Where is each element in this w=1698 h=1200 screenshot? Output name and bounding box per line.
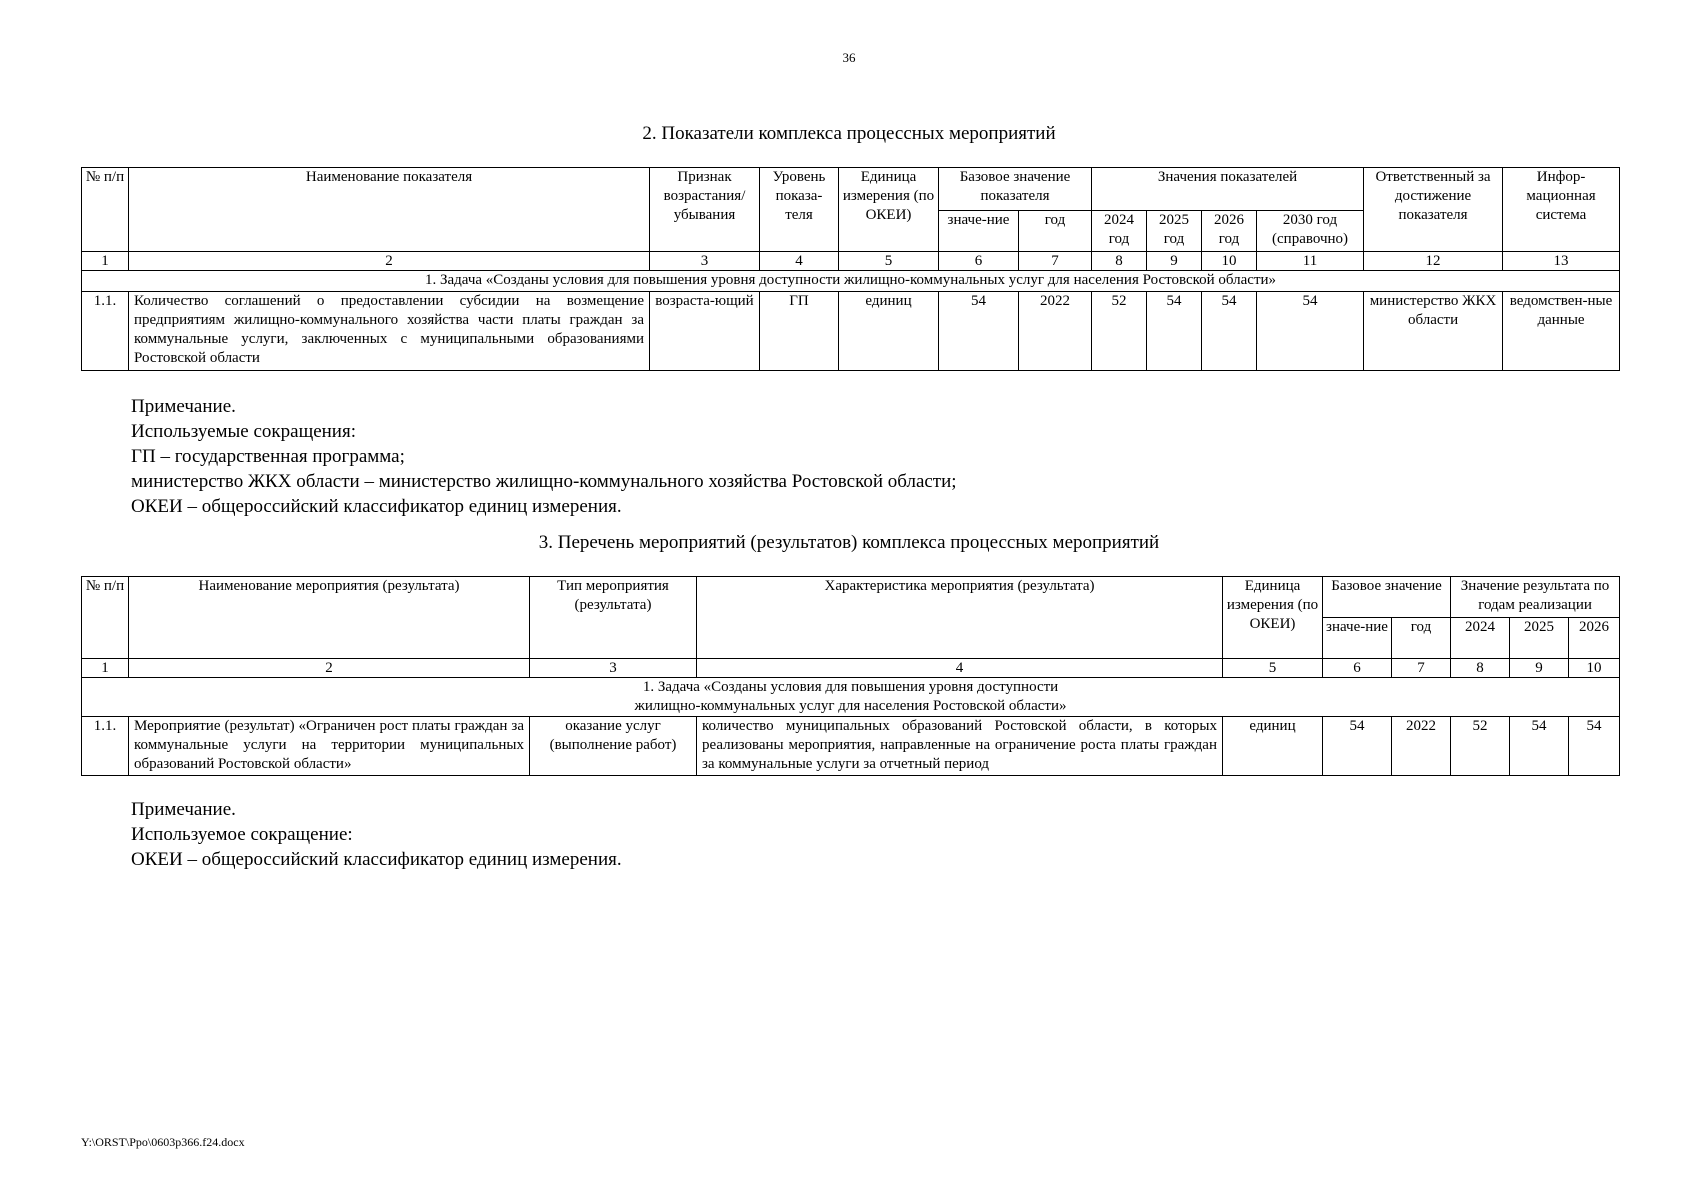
row-base-year: 2022 [1019, 292, 1092, 371]
header-result: Значение результата по годам реализации [1451, 577, 1620, 618]
column-number: 12 [1364, 252, 1503, 271]
row-base-value: 54 [939, 292, 1019, 371]
page-number: 36 [842, 50, 856, 65]
column-number: 9 [1510, 659, 1569, 678]
column-number: 13 [1503, 252, 1620, 271]
header-unit: Единица измерения (по ОКЕИ) [1223, 577, 1323, 659]
task-label-line: 1. Задача «Созданы условия для повышения уровня доступности [642, 679, 1059, 695]
column-number: 7 [1019, 252, 1092, 271]
row-name: Количество соглашений о предоставлении субсидии на возмещение предприятиям жилищно-коммунального хозяйства части платы граждан за коммунальные услуги, заключенных с муниципальными образованиями Ростовской области [129, 292, 650, 371]
column-number: 8 [1092, 252, 1147, 271]
column-number: 2 [129, 659, 530, 678]
header-base-value: значе-ние [1323, 618, 1392, 659]
column-number: 6 [939, 252, 1019, 271]
indicators-table [81, 167, 1620, 371]
table-header-row [82, 168, 1620, 211]
row-num: 1.1. [82, 717, 129, 776]
task-row [82, 678, 1620, 717]
column-number: 10 [1202, 252, 1257, 271]
column-number: 3 [650, 252, 760, 271]
row-responsible: министерство ЖКХ области [1364, 292, 1503, 371]
column-number: 1 [82, 252, 129, 271]
header-base-year: год [1392, 618, 1451, 659]
header-unit: Единица измерения (по ОКЕИ) [839, 168, 939, 252]
column-number: 9 [1147, 252, 1202, 271]
row-2024: 52 [1092, 292, 1147, 371]
column-number-row [82, 659, 1620, 678]
note-line: министерство ЖКХ области – министерство жилищно-коммунального хозяйства Ростовской области; [131, 471, 957, 492]
header-2030: 2030 год (справочно) [1257, 211, 1364, 252]
column-number: 7 [1392, 659, 1451, 678]
note-line: ОКЕИ – общероссийский классификатор единиц измерения. [131, 849, 622, 870]
column-number: 6 [1323, 659, 1392, 678]
row-2025: 54 [1147, 292, 1202, 371]
header-base-value: значе-ние [939, 211, 1019, 252]
header-type: Тип мероприятия (результата) [530, 577, 697, 659]
header-responsible: Ответственный за достижение показателя [1364, 168, 1503, 252]
notes-indicators [131, 394, 957, 519]
column-number: 3 [530, 659, 697, 678]
column-number: 5 [1223, 659, 1323, 678]
note-line: Используемые сокращения: [131, 421, 356, 442]
header-name: Наименование мероприятия (результата) [129, 577, 530, 659]
row-num: 1.1. [82, 292, 129, 371]
header-num: № п/п [82, 168, 129, 252]
task-label [82, 678, 1620, 717]
task-row [82, 271, 1620, 292]
task-label-line: жилищно-коммунальных услуг для населения Ростовской области» [634, 698, 1067, 714]
note-line: ГП – государственная программа; [131, 446, 405, 467]
row-unit: единиц [839, 292, 939, 371]
table-header-row [82, 577, 1620, 618]
column-number: 5 [839, 252, 939, 271]
header-name: Наименование показателя [129, 168, 650, 252]
header-2025: 2025 [1510, 618, 1569, 659]
row-2026: 54 [1202, 292, 1257, 371]
column-number: 4 [697, 659, 1223, 678]
row-info: ведомствен-ные данные [1503, 292, 1620, 371]
column-number: 8 [1451, 659, 1510, 678]
measures-table [81, 576, 1620, 776]
column-number: 1 [82, 659, 129, 678]
row-unit: единиц [1223, 717, 1323, 776]
header-values: Значения показателей [1092, 168, 1364, 211]
header-base: Базовое значение показателя [939, 168, 1092, 211]
file-path-footer: Y:\ORST\Ppo\0603p366.f24.docx [81, 1135, 245, 1149]
column-number: 2 [129, 252, 650, 271]
row-name: Мероприятие (результат) «Ограничен рост платы граждан за коммунальные услуги на территории муниципальных образований Ростовской области» [129, 717, 530, 776]
row-sign: возраста-ющий [650, 292, 760, 371]
row-characteristic: количество муниципальных образований Ростовской области, в которых реализованы мероприятия, направленные на ограничение роста платы граждан за коммунальные услуги за отчетный период [697, 717, 1223, 776]
table-row [82, 717, 1620, 776]
note-line: ОКЕИ – общероссийский классификатор единиц измерения. [131, 496, 622, 517]
header-info: Инфор-мационная система [1503, 168, 1620, 252]
column-number: 11 [1257, 252, 1364, 271]
section-title-measures: 3. Перечень мероприятий (результатов) комплекса процессных мероприятий [538, 532, 1160, 553]
row-2030: 54 [1257, 292, 1364, 371]
header-base-year: год [1019, 211, 1092, 252]
header-2024: 2024 год [1092, 211, 1147, 252]
column-number: 10 [1569, 659, 1620, 678]
notes-measures [131, 797, 622, 872]
header-level: Уровень показа-теля [760, 168, 839, 252]
header-2025: 2025 год [1147, 211, 1202, 252]
note-line: Примечание. [131, 799, 236, 820]
column-number: 4 [760, 252, 839, 271]
header-2026: 2026 [1569, 618, 1620, 659]
table-row [82, 292, 1620, 371]
section-title-indicators: 2. Показатели комплекса процессных мероприятий [642, 123, 1056, 144]
row-base-value: 54 [1323, 717, 1392, 776]
header-sign: Признак возрастания/ убывания [650, 168, 760, 252]
header-num: № п/п [82, 577, 129, 659]
column-number-row [82, 252, 1620, 271]
header-characteristic: Характеристика мероприятия (результата) [697, 577, 1223, 659]
row-2024: 52 [1451, 717, 1510, 776]
note-line: Примечание. [131, 396, 236, 417]
row-type: оказание услуг (выполнение работ) [530, 717, 697, 776]
row-2026: 54 [1569, 717, 1620, 776]
row-level: ГП [760, 292, 839, 371]
row-2025: 54 [1510, 717, 1569, 776]
header-2024: 2024 [1451, 618, 1510, 659]
header-2026: 2026 год [1202, 211, 1257, 252]
row-base-year: 2022 [1392, 717, 1451, 776]
task-label: 1. Задача «Созданы условия для повышения уровня доступности жилищно-коммунальных услуг для населения Ростовской области» [82, 271, 1620, 292]
note-line: Используемое сокращение: [131, 824, 353, 845]
header-base: Базовое значение [1323, 577, 1451, 618]
